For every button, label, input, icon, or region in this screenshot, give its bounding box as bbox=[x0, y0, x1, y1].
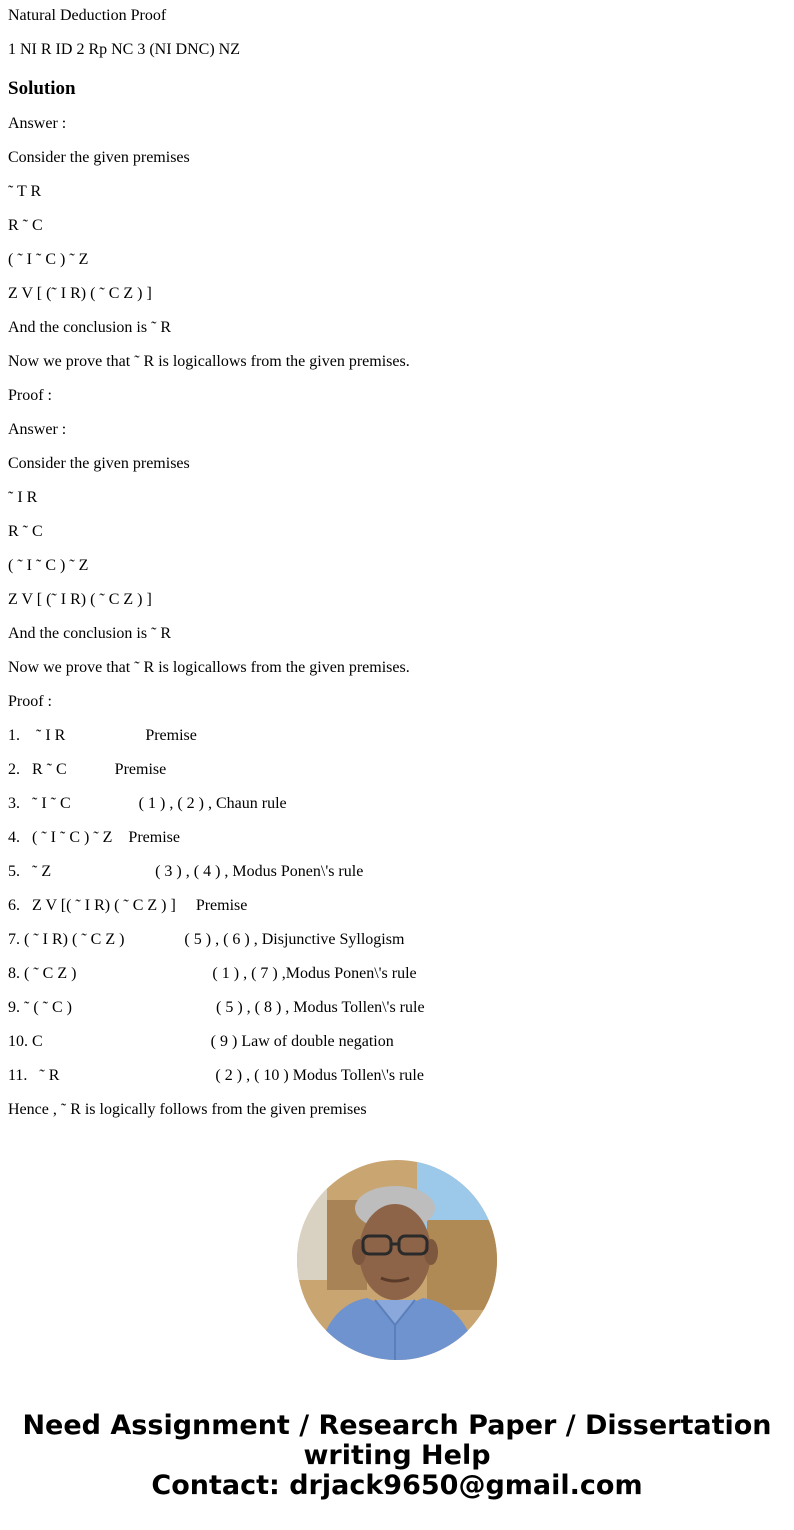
proof-step: 9. ˜ ( ˜ C ) ( 5 ) , ( 8 ) , Modus Tollen\'s rule bbox=[8, 999, 425, 1016]
proof-step: 3. ˜ I ˜ C ( 1 ) , ( 2 ) , Chaun rule bbox=[8, 795, 287, 812]
premises-intro: Consider the given premises bbox=[8, 455, 190, 472]
promo-line-2: writing Help bbox=[303, 1440, 491, 1471]
question-title: Natural Deduction Proof bbox=[8, 7, 167, 24]
proof-step: 7. ( ˜ I R) ( ˜ C Z ) ( 5 ) , ( 6 ) , Disjunctive Syllogism bbox=[8, 931, 405, 948]
proof-step: 5. ˜ Z ( 3 ) , ( 4 ) , Modus Ponen\'s rule bbox=[8, 863, 364, 880]
premise-line: ( ˜ I ˜ C ) ˜ Z bbox=[8, 251, 89, 268]
premise-line: ˜ I R bbox=[8, 489, 38, 506]
proof-step: 4. ( ˜ I ˜ C ) ˜ Z Premise bbox=[8, 829, 180, 846]
proof-intro: Now we prove that ˜ R is logicallows from the given premises. bbox=[8, 659, 410, 676]
avatar bbox=[297, 1160, 497, 1360]
solution-heading: Solution bbox=[8, 78, 76, 99]
question-text: 1 NI R ID 2 Rp NC 3 (NI DNC) NZ bbox=[8, 41, 240, 58]
proof-step: 6. Z V [( ˜ I R) ( ˜ C Z ) ] Premise bbox=[8, 897, 248, 914]
proof-step: 8. ( ˜ C Z ) ( 1 ) , ( 7 ) ,Modus Ponen\'s rule bbox=[8, 965, 417, 982]
premise-line: R ˜ C bbox=[8, 523, 43, 540]
premise-line: ˜ T R bbox=[8, 183, 42, 200]
premises-intro: Consider the given premises bbox=[8, 149, 190, 166]
answer-label: Answer : bbox=[8, 421, 67, 438]
promo-banner bbox=[0, 1411, 794, 1501]
proof-step: 10. C ( 9 ) Law of double negation bbox=[8, 1033, 394, 1050]
answer-label: Answer : bbox=[8, 115, 67, 132]
promo-line-1: Need Assignment / Research Paper / Dissertation bbox=[22, 1410, 772, 1441]
premise-line: R ˜ C bbox=[8, 217, 43, 234]
avatar-portrait-icon bbox=[297, 1160, 497, 1360]
proof-step: 2. R ˜ C Premise bbox=[8, 761, 167, 778]
premise-line: ( ˜ I ˜ C ) ˜ Z bbox=[8, 557, 89, 574]
proof-label: Proof : bbox=[8, 693, 52, 710]
proof-step: 11. ˜ R ( 2 ) , ( 10 ) Modus Tollen\'s rule bbox=[8, 1067, 424, 1084]
conclusion-line: And the conclusion is ˜ R bbox=[8, 319, 172, 336]
final-conclusion: Hence , ˜ R is logically follows from the given premises bbox=[8, 1101, 367, 1118]
proof-label: Proof : bbox=[8, 387, 52, 404]
proof-step: 1. ˜ I R Premise bbox=[8, 727, 197, 744]
promo-contact: Contact: drjack9650@gmail.com bbox=[151, 1470, 643, 1501]
document-body bbox=[0, 7, 794, 1119]
conclusion-line: And the conclusion is ˜ R bbox=[8, 625, 172, 642]
proof-intro: Now we prove that ˜ R is logicallows from the given premises. bbox=[8, 353, 410, 370]
premise-line: Z V [ (˜ I R) ( ˜ C Z ) ] bbox=[8, 591, 152, 608]
premise-line: Z V [ (˜ I R) ( ˜ C Z ) ] bbox=[8, 285, 152, 302]
